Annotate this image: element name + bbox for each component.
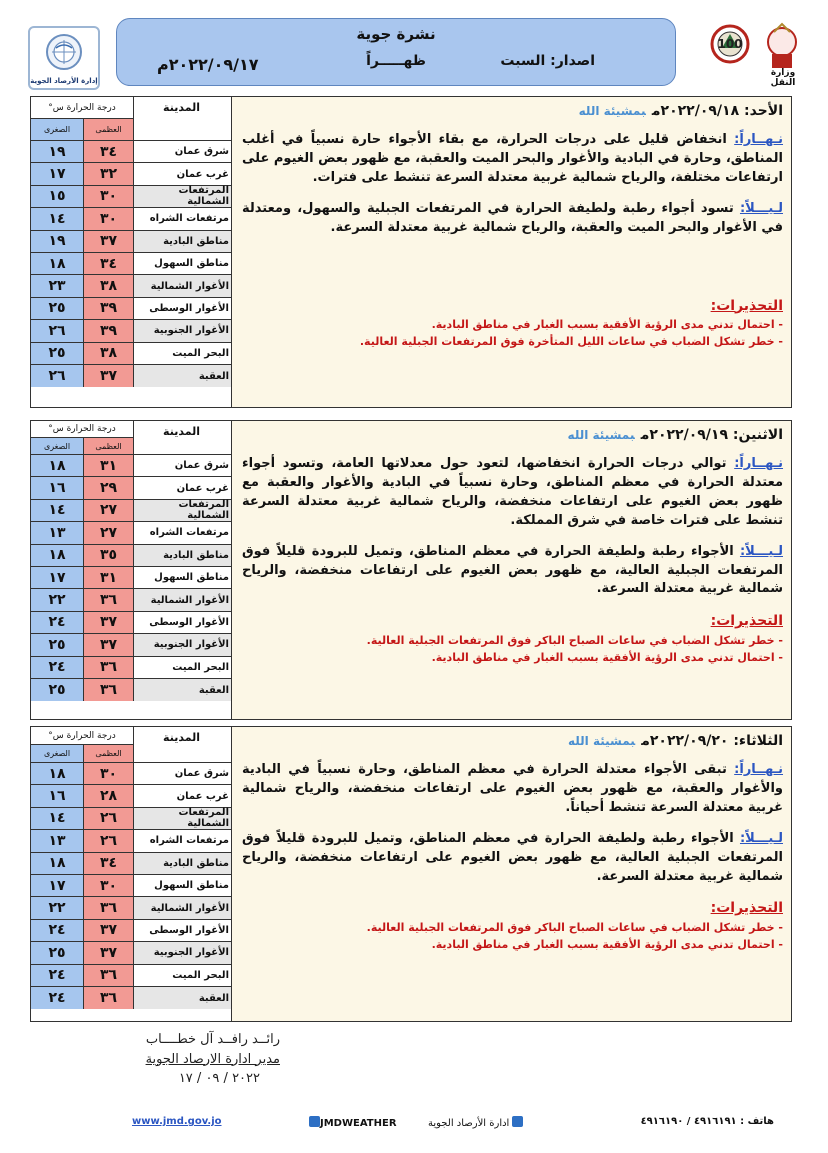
min-temp: ١٥ [31, 186, 83, 207]
city-name: البحر الميت [133, 965, 233, 986]
min-temp: ١٨ [31, 455, 83, 476]
issue-date: ٢٠٢٢/٠٩/١٧م [157, 55, 259, 74]
jmd-logo [28, 26, 100, 90]
table-row [31, 657, 233, 679]
max-temp: ٣٤ [83, 141, 133, 162]
min-temp: ٢٤ [31, 987, 83, 1009]
table-row [31, 163, 233, 185]
table-row [31, 634, 233, 656]
temperature-table [31, 97, 233, 407]
max-temp: ٣٦ [83, 965, 133, 986]
max-temp: ٣٤ [83, 853, 133, 874]
max-temp: ٣١ [83, 567, 133, 588]
city-name: مناطق السهول [133, 253, 233, 274]
day-label: نـهــاراً: [734, 132, 783, 148]
table-row [31, 253, 233, 275]
max-temp: ٢٨ [83, 785, 133, 806]
city-name: مناطق البادية [133, 853, 233, 874]
temperature-table [31, 421, 233, 719]
table-row [31, 500, 233, 522]
night-forecast [242, 543, 783, 600]
max-temp: ٣٦ [83, 987, 133, 1009]
signatory-name: رائــد رافــد آل خطــــاب [145, 1032, 280, 1047]
night-text: تسود أجواء رطبة ولطيفة الحرارة في المرتفعات الجبلية والسهول، ومعتدلة في الأغوار والبحر الميت والعقبة، والرياح شمالية غربية معتدلة السرعة. [242, 200, 783, 235]
table-row [31, 830, 233, 852]
forecast-text [231, 421, 791, 719]
max-temp: ٢٦ [83, 830, 133, 851]
city-name: المرتفعات الشمالية [133, 808, 233, 829]
footer [0, 1110, 828, 1134]
table-row [31, 897, 233, 919]
warning-item: - خطر تشكل الضباب في ساعات الصباح الباكر فوق المرتفعات الجبلية العالية. [366, 633, 783, 647]
max-temp: ٢٧ [83, 522, 133, 543]
city-name: مرتفعات الشراه [133, 208, 233, 229]
min-header: الصغرى [31, 438, 83, 454]
max-header: العظمى [83, 119, 133, 140]
max-temp: ٢٦ [83, 808, 133, 829]
bulletin-banner [116, 18, 676, 86]
city-name: مرتفعات الشراه [133, 522, 233, 543]
table-row [31, 785, 233, 807]
city-name: المرتفعات الشمالية [133, 500, 233, 521]
table-row [31, 275, 233, 297]
city-name: الأغوار الوسطى [133, 920, 233, 941]
min-temp: ١٦ [31, 477, 83, 498]
table-row [31, 477, 233, 499]
max-header: العظمى [83, 438, 133, 454]
inshallah-label: بمشيئة الله [567, 734, 636, 748]
table-row [31, 875, 233, 897]
temp-label: درجة الحرارة س° [31, 727, 133, 745]
day-text: انخفاض قليل على درجات الحرارة، مع بقاء الأجواء حارة نسبياً في أغلب المناطق، وحارة في البادية والأغوار والبحر الميت والعقبة، مع ظهور بعض الغيوم على ارتفاعات مختلفة، والرياح شمالية غربية معتدلة السرعة تنشط على فترات. [242, 132, 783, 185]
city-name: البحر الميت [133, 657, 233, 678]
city-name: شرق عمان [133, 141, 233, 162]
table-row [31, 298, 233, 320]
warnings-title: التحذيرات: [710, 900, 783, 917]
city-name: المرتفعات الشمالية [133, 186, 233, 207]
city-name: مرتفعات الشراه [133, 830, 233, 851]
max-temp: ٣٠ [83, 208, 133, 229]
forecast-text [231, 727, 791, 1021]
city-name: الأغوار الشمالية [133, 589, 233, 610]
day-text: توالي درجات الحرارة انخفاضها، لتعود حول معدلاتها العامة، وتسود أجواء معتدلة الحرارة في معظم المناطق، وحارة نسبياً في البادية والأغوار والعقبة مع ظهور بعض الغيوم على ارتفاعات منخفضة، والرياح شمالية غربية معتدلة السرعة تنشط على فترات خاصة في شرق المملكة. [242, 456, 783, 528]
min-temp: ١٧ [31, 163, 83, 184]
daytime-forecast [242, 131, 783, 188]
city-header: المدينة [133, 421, 233, 454]
day-date: الاثنين: ٢٠٢٢/٠٩/١٩م [640, 427, 783, 443]
max-temp: ٣٩ [83, 298, 133, 319]
day-label: نـهــاراً: [734, 762, 783, 778]
min-temp: ١٤ [31, 208, 83, 229]
table-row [31, 612, 233, 634]
min-temp: ١٩ [31, 231, 83, 252]
warning-item: - احتمال تدني مدى الرؤية الأفقية بسبب الغبار في مناطق البادية. [431, 651, 783, 665]
facebook-text: ادارة الأرصاد الجوية [428, 1118, 510, 1129]
max-temp: ٣٥ [83, 545, 133, 566]
city-name: شرق عمان [133, 455, 233, 476]
table-row [31, 186, 233, 208]
table-row [31, 320, 233, 342]
min-temp: ١٧ [31, 875, 83, 896]
max-temp: ٣٦ [83, 679, 133, 701]
min-temp: ١٦ [31, 785, 83, 806]
city-name: غرب عمان [133, 477, 233, 498]
min-temp: ٢٥ [31, 343, 83, 364]
crest-icon [708, 18, 808, 74]
twitter-icon [309, 1116, 320, 1127]
city-name: الأغوار الشمالية [133, 897, 233, 918]
min-temp: ١٣ [31, 830, 83, 851]
city-name: العقبة [133, 679, 233, 701]
max-temp: ٣٧ [83, 634, 133, 655]
city-header: المدينة [133, 727, 233, 762]
table-row [31, 545, 233, 567]
table-row [31, 455, 233, 477]
city-name: الأغوار الجنوبية [133, 942, 233, 963]
table-header [31, 727, 233, 763]
min-temp: ١٤ [31, 808, 83, 829]
max-temp: ٣٦ [83, 897, 133, 918]
day-heading [242, 731, 783, 751]
table-row [31, 522, 233, 544]
min-temp: ١٨ [31, 853, 83, 874]
min-temp: ٢٢ [31, 897, 83, 918]
warning-item: - خطر تشكل الضباب في ساعات الصباح الباكر فوق المرتفعات الجبلية العالية. [366, 920, 783, 934]
forecast-section-day3 [30, 726, 792, 1022]
day-text: تبقى الأجواء معتدلة الحرارة في معظم المناطق، وحارة نسبياً في البادية والأغوار والعقبة، مع ظهور بعض الغيوم على ارتفاعات منخفضة، والرياح شمالية غربية معتدلة السرعة تنشط أحياناً. [242, 762, 783, 815]
min-temp: ١٨ [31, 253, 83, 274]
max-temp: ٣٦ [83, 589, 133, 610]
twitter-handle[interactable] [306, 1116, 397, 1129]
day-heading [242, 101, 783, 121]
min-temp: ١٧ [31, 567, 83, 588]
website-link[interactable]: www.jmd.gov.jo [132, 1116, 222, 1127]
table-row [31, 231, 233, 253]
max-temp: ٣٠ [83, 763, 133, 784]
city-name: الأغوار الجنوبية [133, 634, 233, 655]
night-forecast [242, 830, 783, 887]
facebook-page[interactable] [428, 1116, 523, 1129]
issue-time: ظهـــــراً [366, 53, 426, 69]
min-header: الصغرى [31, 745, 83, 762]
city-name: شرق عمان [133, 763, 233, 784]
inshallah-label: بمشيئة الله [567, 428, 635, 442]
warnings-title: التحذيرات: [710, 297, 783, 314]
warnings-title: التحذيرات: [710, 613, 783, 630]
city-name: الأغوار الشمالية [133, 275, 233, 296]
phone-numbers: هاتف : ٤٩١٦١٩١ / ٤٩١٦١٩٠ [640, 1116, 774, 1127]
max-temp: ٢٧ [83, 500, 133, 521]
night-label: لـيـــلاً: [739, 543, 783, 559]
table-row [31, 208, 233, 230]
min-temp: ٢٢ [31, 589, 83, 610]
temperature-header [31, 97, 133, 140]
max-temp: ٣٧ [83, 231, 133, 252]
forecast-section-day1 [30, 96, 792, 408]
max-header: العظمى [83, 745, 133, 762]
city-name: مناطق البادية [133, 545, 233, 566]
max-temp: ٣٧ [83, 365, 133, 387]
city-name: الأغوار الوسطى [133, 612, 233, 633]
min-temp: ٢٣ [31, 275, 83, 296]
table-row [31, 141, 233, 163]
min-temp: ٢٥ [31, 298, 83, 319]
min-temp: ١٨ [31, 545, 83, 566]
night-text: الأجواء رطبة ولطيفة الحرارة في معظم المناطق، وتميل للبرودة قليلاً فوق المرتفعات الجبلية العالية، مع ظهور بعض الغيوم على ارتفاعات منخفضة، والرياح شمالية غربية معتدلة السرعة. [242, 830, 783, 884]
temp-label: درجة الحرارة س° [31, 97, 133, 119]
max-temp: ٣٩ [83, 320, 133, 341]
min-temp: ١٨ [31, 763, 83, 784]
night-label: لـيـــلاً: [739, 200, 783, 216]
temperature-header [31, 421, 133, 454]
signatory-position: مدير ادارة الارصاد الجوية [145, 1051, 280, 1067]
city-name: مناطق السهول [133, 567, 233, 588]
city-name: الأغوار الجنوبية [133, 320, 233, 341]
max-temp: ٣٧ [83, 612, 133, 633]
table-row [31, 942, 233, 964]
min-temp: ٢٥ [31, 679, 83, 701]
day-heading [242, 425, 783, 445]
city-name: مناطق البادية [133, 231, 233, 252]
max-temp: ٣٠ [83, 875, 133, 896]
min-header: الصغرى [31, 119, 83, 140]
min-temp: ٢٥ [31, 942, 83, 963]
max-temp: ٣٤ [83, 253, 133, 274]
temperature-table [31, 727, 233, 1021]
signature-date: ٢٠٢٢ / ٠٩ / ١٧ [178, 1071, 260, 1086]
warning-item: - خطر تشكل الضباب في ساعات الليل المتأخرة فوق المرتفعات الجبلية العالية. [359, 335, 783, 349]
bulletin-title: نشرة جوية [356, 25, 436, 43]
daytime-forecast [242, 455, 783, 530]
table-row [31, 365, 233, 387]
ministry-logos [708, 18, 808, 88]
inshallah-label: بمشيئة الله [578, 104, 646, 118]
jmd-logo-text: إدارة الأرصاد الجوية [30, 77, 98, 85]
table-row [31, 920, 233, 942]
min-temp: ٢٤ [31, 920, 83, 941]
max-temp: ٣٨ [83, 343, 133, 364]
min-temp: ٢٦ [31, 365, 83, 387]
max-temp: ٣١ [83, 455, 133, 476]
facebook-icon [512, 1116, 523, 1127]
city-name: مناطق السهول [133, 875, 233, 896]
header [8, 8, 820, 92]
min-temp: ١٣ [31, 522, 83, 543]
city-name: غرب عمان [133, 785, 233, 806]
forecast-text [231, 97, 791, 407]
min-temp: ٢٦ [31, 320, 83, 341]
city-header: المدينة [133, 97, 233, 140]
centenary-mark: 100 [717, 37, 743, 51]
night-forecast [242, 200, 783, 238]
table-row [31, 567, 233, 589]
signature-block [100, 1030, 280, 1089]
min-temp: ١٩ [31, 141, 83, 162]
max-temp: ٣٧ [83, 920, 133, 941]
table-row [31, 853, 233, 875]
warning-item: - احتمال تدني مدى الرؤية الأفقية بسبب الغبار في مناطق البادية. [431, 938, 783, 952]
table-header [31, 97, 233, 141]
min-temp: ١٤ [31, 500, 83, 521]
min-temp: ٢٤ [31, 657, 83, 678]
max-temp: ٣٢ [83, 163, 133, 184]
max-temp: ٢٩ [83, 477, 133, 498]
day-label: نـهــاراً: [734, 456, 784, 472]
city-name: الأغوار الوسطى [133, 298, 233, 319]
max-temp: ٣٠ [83, 186, 133, 207]
table-row [31, 808, 233, 830]
table-header [31, 421, 233, 455]
temperature-header [31, 727, 133, 762]
table-row [31, 987, 233, 1009]
twitter-text: JMDWEATHER [320, 1118, 397, 1129]
temp-label: درجة الحرارة س° [31, 421, 133, 438]
city-name: غرب عمان [133, 163, 233, 184]
table-row [31, 589, 233, 611]
max-temp: ٣٨ [83, 275, 133, 296]
table-row [31, 763, 233, 785]
min-temp: ٢٤ [31, 612, 83, 633]
max-temp: ٣٦ [83, 657, 133, 678]
night-label: لـيـــلاً: [739, 830, 783, 846]
min-temp: ٢٥ [31, 634, 83, 655]
city-name: البحر الميت [133, 343, 233, 364]
ministry-logo-text: وزارة النقل [770, 68, 796, 88]
city-name: العقبة [133, 365, 233, 387]
day-date: الثلاثاء: ٢٠٢٢/٠٩/٢٠م [641, 733, 783, 749]
warning-item: - احتمال تدني مدى الرؤية الأفقية بسبب الغبار في مناطق البادية. [431, 317, 783, 331]
night-text: الأجواء رطبة ولطيفة الحرارة في معظم المناطق، وتميل للبرودة قليلاً فوق المرتفعات الجبلية العالية، مع ظهور بعض الغيوم على ارتفاعات منخفضة، والرياح شمالية غربية معتدلة السرعة. [242, 543, 783, 597]
day-date: الأحد: ٢٠٢٢/٠٩/١٨م [651, 103, 783, 119]
table-row [31, 343, 233, 365]
daytime-forecast [242, 761, 783, 818]
max-temp: ٣٧ [83, 942, 133, 963]
forecast-section-day2 [30, 420, 792, 720]
table-row [31, 679, 233, 701]
issue-day: اصدار: السبت [500, 53, 595, 69]
table-row [31, 965, 233, 987]
min-temp: ٢٤ [31, 965, 83, 986]
city-name: العقبة [133, 987, 233, 1009]
